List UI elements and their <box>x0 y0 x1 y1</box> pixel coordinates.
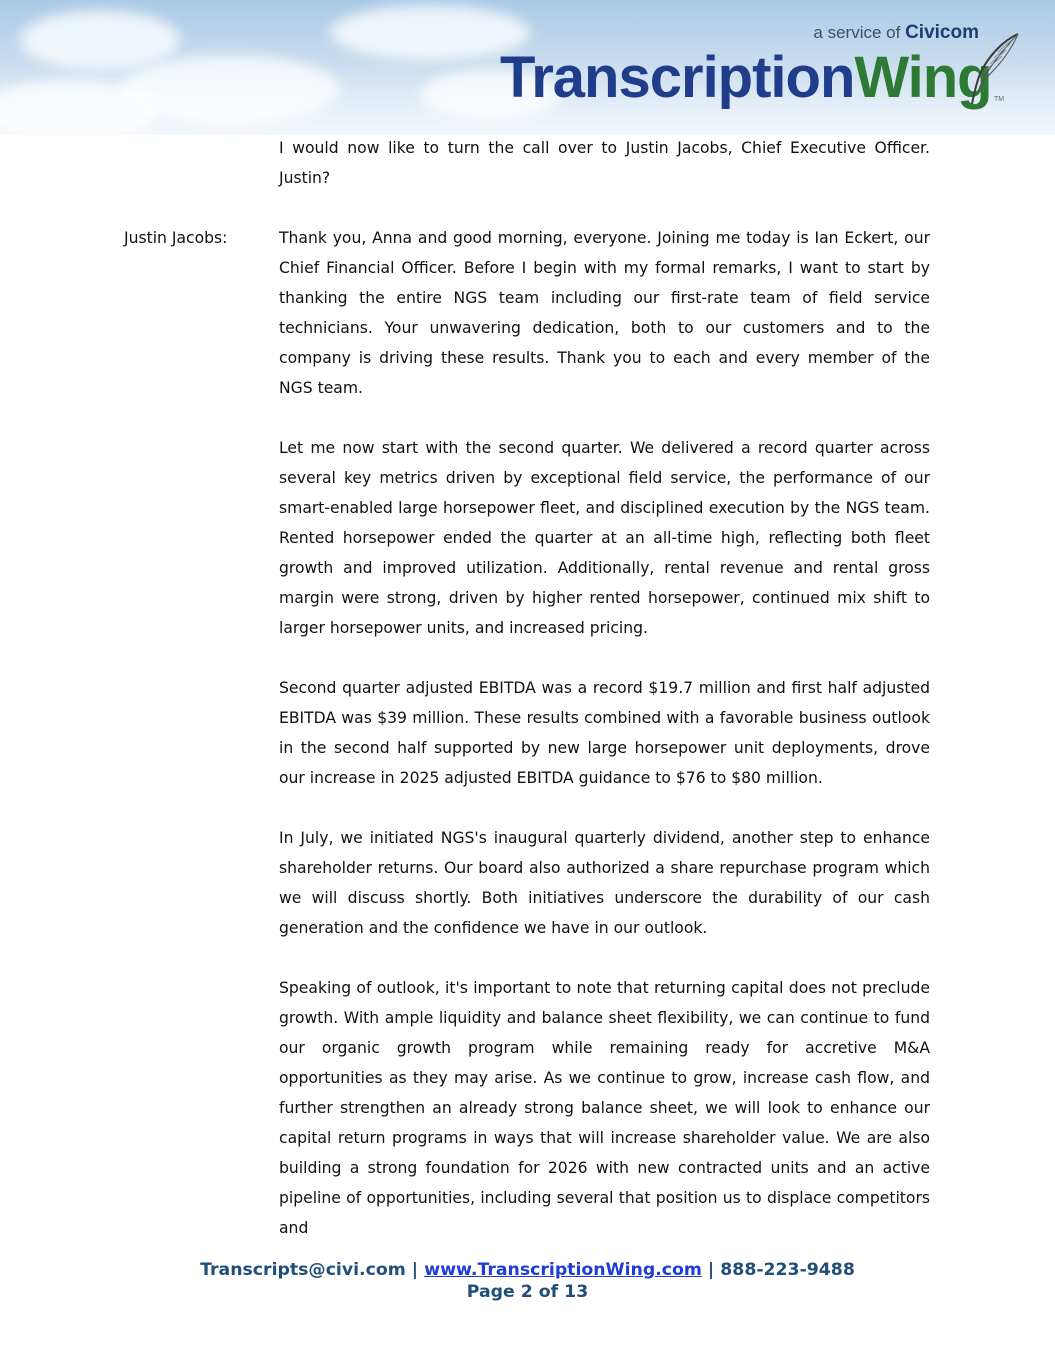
logo-part-wing: Wing <box>854 45 992 110</box>
page-footer <box>0 1259 1055 1303</box>
contact-line <box>0 1259 1055 1281</box>
transcript-paragraph: Speaking of outlook, it's important to note that returning capital does not preclude growth. With ample liquidity and balance sheet flexibility, we can continue to fund our organic growth program while remaining ready for accretive M&A opportunities as they may arise. As we continue to grow, increase cash flow, and further strengthen an already strong balance sheet, we will look to enhance our capital return programs in ways that will increase shareholder value. We are also building a strong foundation for 2026 with new contracted units and an active pipeline of opportunities, including several that position us to displace competitors and <box>279 979 930 1237</box>
header-banner <box>0 0 1055 135</box>
transcript-paragraph: Thank you, Anna and good morning, everyone. Joining me today is Ian Eckert, our Chief Financial Officer. Before I begin with my formal remarks, I want to start by thanking the entire NGS team including our first-rate team of field service technicians. Your unwavering dedication, both to our customers and to the company is driving these results. Thank you to each and every member of the NGS team. <box>279 229 930 397</box>
feather-icon <box>952 30 1024 110</box>
page-number: Page 2 of 13 <box>466 1282 589 1302</box>
transcriptionwing-logo <box>500 38 992 118</box>
speaker-label: Justin Jacobs: <box>124 229 228 247</box>
footer-separator: | <box>707 1260 715 1280</box>
footer-separator: | <box>411 1260 419 1280</box>
service-prefix: a service of <box>813 23 901 42</box>
logo-part-transcription: Transcription <box>500 45 855 110</box>
transcript-paragraph: Second quarter adjusted EBITDA was a record $19.7 million and first half adjusted EBITDA was $39 million. These results combined with a favorable business outlook in the second half supported by new large horsepower unit deployments, drove our increase in 2025 adjusted EBITDA guidance to $76 to $80 million. <box>279 679 930 787</box>
transcript-paragraph: In July, we initiated NGS's inaugural quarterly dividend, another step to enhance shareholder returns. Our board also authorized a share repurchase program which we will discuss shortly. Both initiatives underscore the durability of our cash generation and the confidence we have in our outlook. <box>279 829 930 937</box>
transcript-paragraph: Let me now start with the second quarter. We delivered a record quarter across several key metrics driven by exceptional field service, the performance of our smart-enabled large horsepower fleet, and disciplined execution by the NGS team. Rented horsepower ended the quarter at an all-time high, reflecting both fleet growth and improved utilization. Additionally, rental revenue and rental gross margin were strong, driven by higher rented horsepower, continued mix shift to larger horsepower units, and increased pricing. <box>279 439 930 637</box>
civicom-brand: Civicom <box>905 22 979 43</box>
website-link[interactable]: www.TranscriptionWing.com <box>424 1260 702 1280</box>
trademark-mark: TM <box>994 96 1005 103</box>
contact-email[interactable]: Transcripts@civi.com <box>200 1260 406 1280</box>
contact-phone: 888-223-9488 <box>720 1260 855 1280</box>
intro-paragraph: I would now like to turn the call over to Justin Jacobs, Chief Executive Officer. Justin? <box>279 139 930 187</box>
